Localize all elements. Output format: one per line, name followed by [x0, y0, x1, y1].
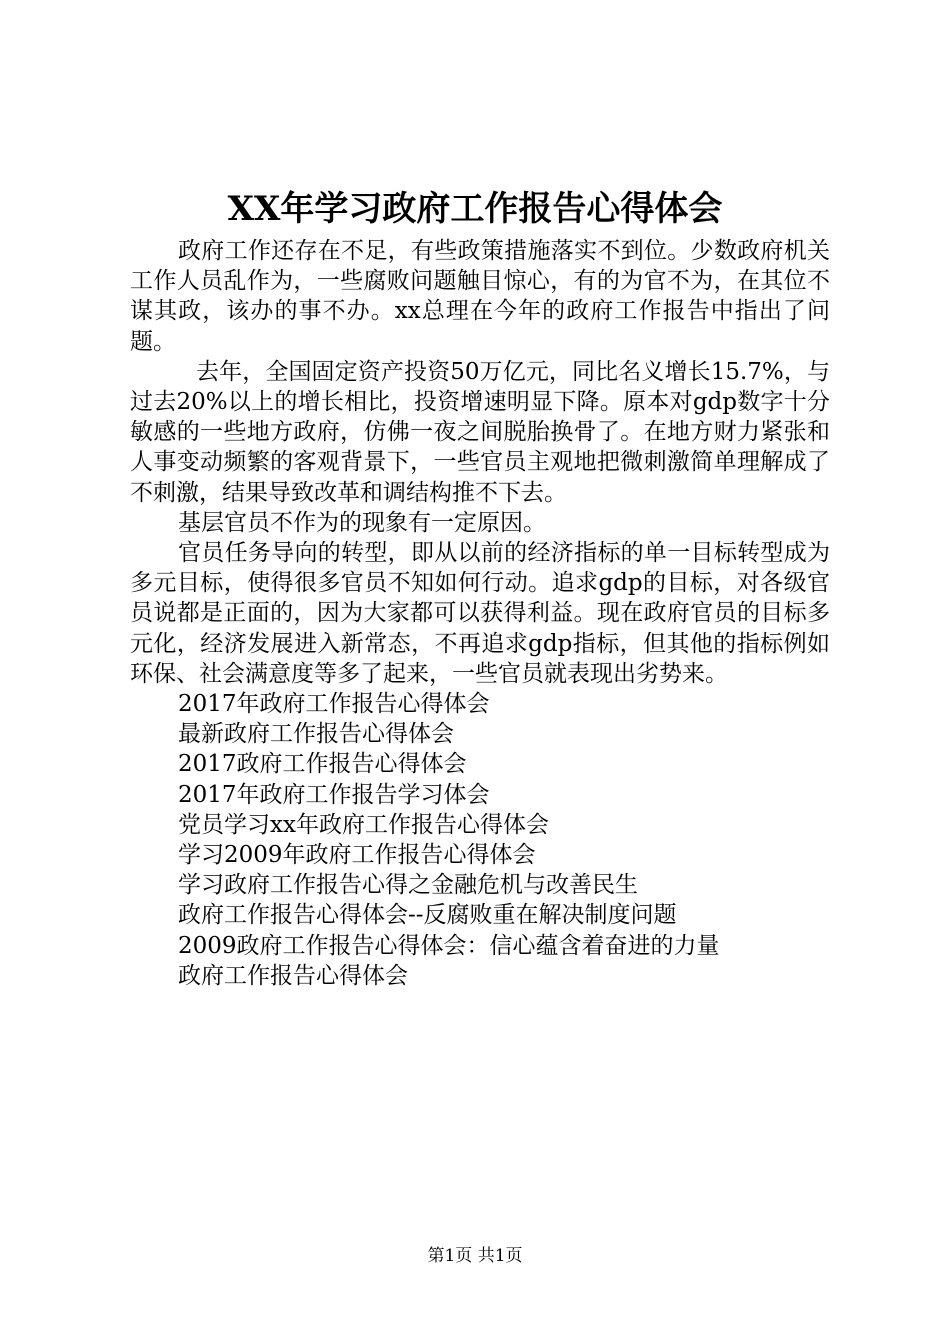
related-article-link[interactable]: 学习2009年政府工作报告心得体会 [178, 842, 536, 869]
related-article-link[interactable]: 政府工作报告心得体会--反腐败重在解决制度问题 [178, 902, 677, 929]
related-articles-list [130, 689, 830, 991]
related-article-link[interactable]: 2017政府工作报告心得体会 [178, 751, 467, 778]
paragraph-2: 去年，全国固定资产投资50万亿元，同比名义增长15.7%，与过去20%以上的增长相比，投资增速明显下降。原本对gdp数字十分敏感的一些地方政府，仿佛一夜之间脱胎换骨了。在地方财力紧张和人事变动频繁的客观背景下，一些官员主观地把微刺激简单理解成了不刺激，结果导致改革和调结构推不下去。 [130, 358, 830, 506]
paragraph-1: 政府工作还存在不足，有些政策措施落实不到位。少数政府机关工作人员乱作为，一些腐败问题触目惊心，有的为官不为，在其位不谋其政，该办的事不办。xx总理在今年的政府工作报告中指出了问题。 [130, 238, 830, 355]
document-title: XX年学习政府工作报告心得体会 [227, 189, 723, 229]
related-article-link[interactable]: 学习政府工作报告心得之金融危机与改善民生 [178, 872, 638, 899]
paragraph-4: 官员任务导向的转型，即从以前的经济指标的单一目标转型成为多元目标，使得很多官员不知如何行动。追求gdp的目标，对各级官员说都是正面的，因为大家都可以获得利益。现在政府官员的目标多元化，经济发展进入新常态，不再追求gdp指标，但其他的指标例如环保、社会满意度等多了起来，一些官员就表现出劣势来。 [130, 540, 830, 687]
document-body [130, 236, 830, 991]
related-article-link[interactable]: 2017年政府工作报告学习体会 [178, 781, 490, 808]
related-article-link[interactable]: 2017年政府工作报告心得体会 [178, 691, 490, 718]
related-article-link[interactable]: 最新政府工作报告心得体会 [178, 721, 454, 748]
page-footer: 第1页 共1页 [427, 1246, 523, 1266]
paragraph-3: 基层官员不作为的现象有一定原因。 [178, 509, 546, 536]
related-article-link[interactable]: 2009政府工作报告心得体会：信心蕴含着奋进的力量 [178, 932, 720, 959]
related-article-link[interactable]: 党员学习xx年政府工作报告心得体会 [178, 811, 549, 838]
related-article-link[interactable]: 政府工作报告心得体会 [178, 962, 408, 989]
